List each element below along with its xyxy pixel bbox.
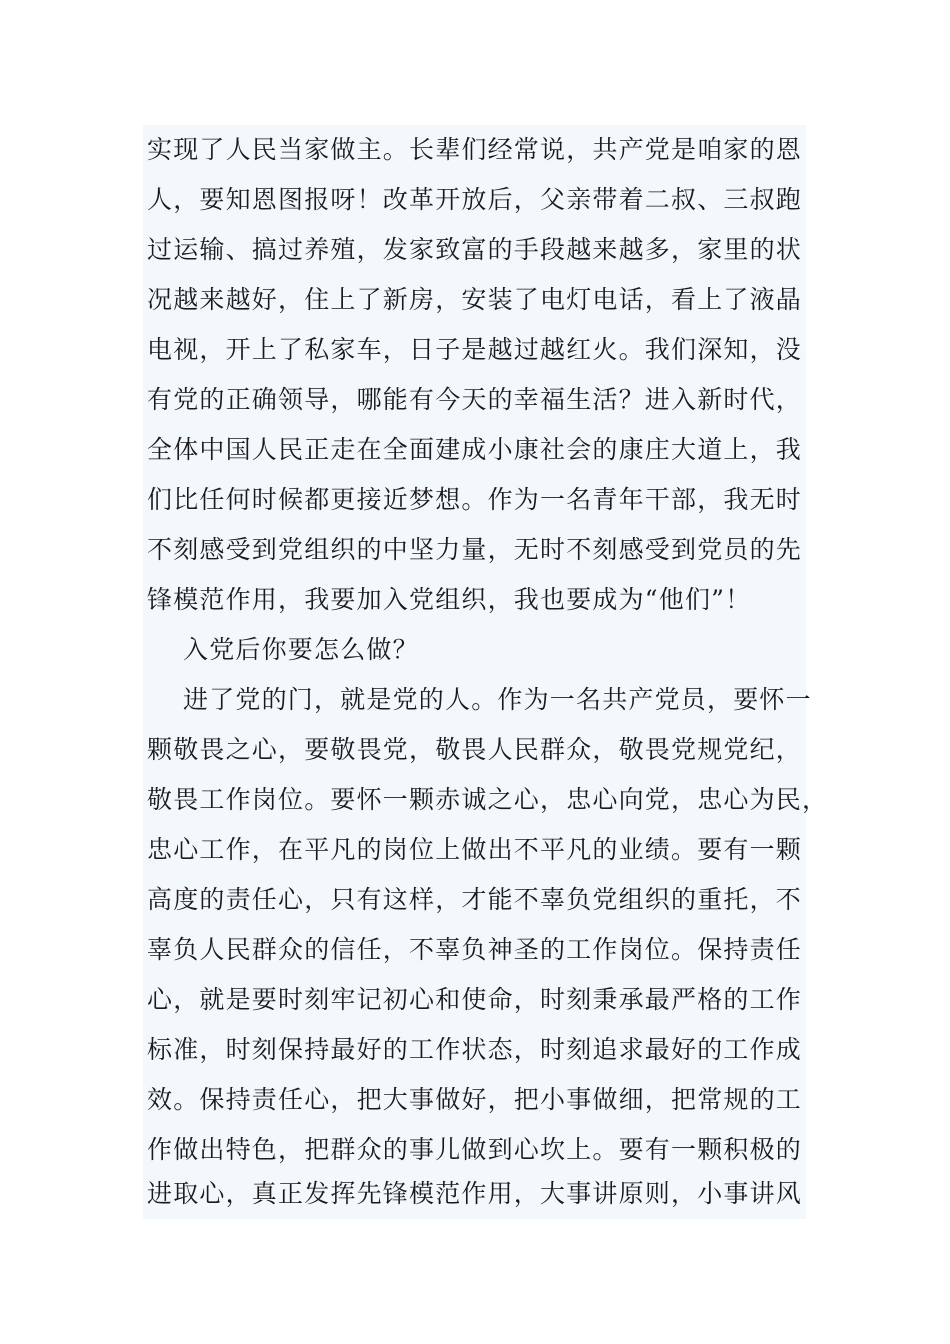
text-line: 高度的责任心，只有这样，才能不辜负党组织的重托，不 <box>147 885 803 914</box>
text-line: 忠心工作，在平凡的岗位上做出不平凡的业绩。要有一颗 <box>147 835 803 864</box>
text-line: 人，要知恩图报呀！改革开放后，父亲带着二叔、三叔跑 <box>147 185 803 214</box>
text-line: 电视，开上了私家车，日子是越过越红火。我们深知，没 <box>147 335 803 364</box>
text-line: 敬畏工作岗位。要怀一颗赤诚之心，忠心向党，忠心为民， <box>147 785 829 814</box>
text-line: 进取心，真正发挥先锋模范作用，大事讲原则，小事讲风 <box>147 1179 803 1208</box>
text-line: 作做出特色，把群众的事儿做到心坎上。要有一颗积极的 <box>147 1135 803 1164</box>
text-line: 况越来越好，住上了新房，安装了电灯电话，看上了液晶 <box>147 285 803 314</box>
text-line: 实现了人民当家做主。长辈们经常说，共产党是咱家的恩 <box>147 135 803 164</box>
text-line: 效。保持责任心，把大事做好，把小事做细，把常规的工 <box>147 1085 803 1114</box>
text-line: 锋模范作用，我要加入党组织，我也要成为“他们”！ <box>147 585 752 614</box>
text-line: 心，就是要时刻牢记初心和使命，时刻秉承最严格的工作 <box>147 985 803 1014</box>
text-line: 不刻感受到党组织的中坚力量，无时不刻感受到党员的先 <box>147 535 803 564</box>
text-line: 标准，时刻保持最好的工作状态，时刻追求最好的工作成 <box>147 1035 803 1064</box>
text-line: 颗敬畏之心，要敬畏党，敬畏人民群众，敬畏党规党纪， <box>147 735 803 764</box>
text-line: 全体中国人民正走在全面建成小康社会的康庄大道上，我 <box>147 435 803 464</box>
text-block <box>143 125 829 1219</box>
text-line: 有党的正确领导，哪能有今天的幸福生活？进入新时代， <box>147 385 803 414</box>
text-line: 进了党的门，就是党的人。作为一名共产党员，要怀一 <box>183 685 812 714</box>
text-line: 过运输、搞过养殖，发家致富的手段越来越多，家里的状 <box>147 235 803 264</box>
text-line: 们比任何时候都更接近梦想。作为一名青年干部，我无时 <box>147 485 803 514</box>
text-line: 辜负人民群众的信任，不辜负神圣的工作岗位。保持责任 <box>147 935 803 964</box>
question-heading: 入党后你要怎么做？ <box>183 635 419 664</box>
